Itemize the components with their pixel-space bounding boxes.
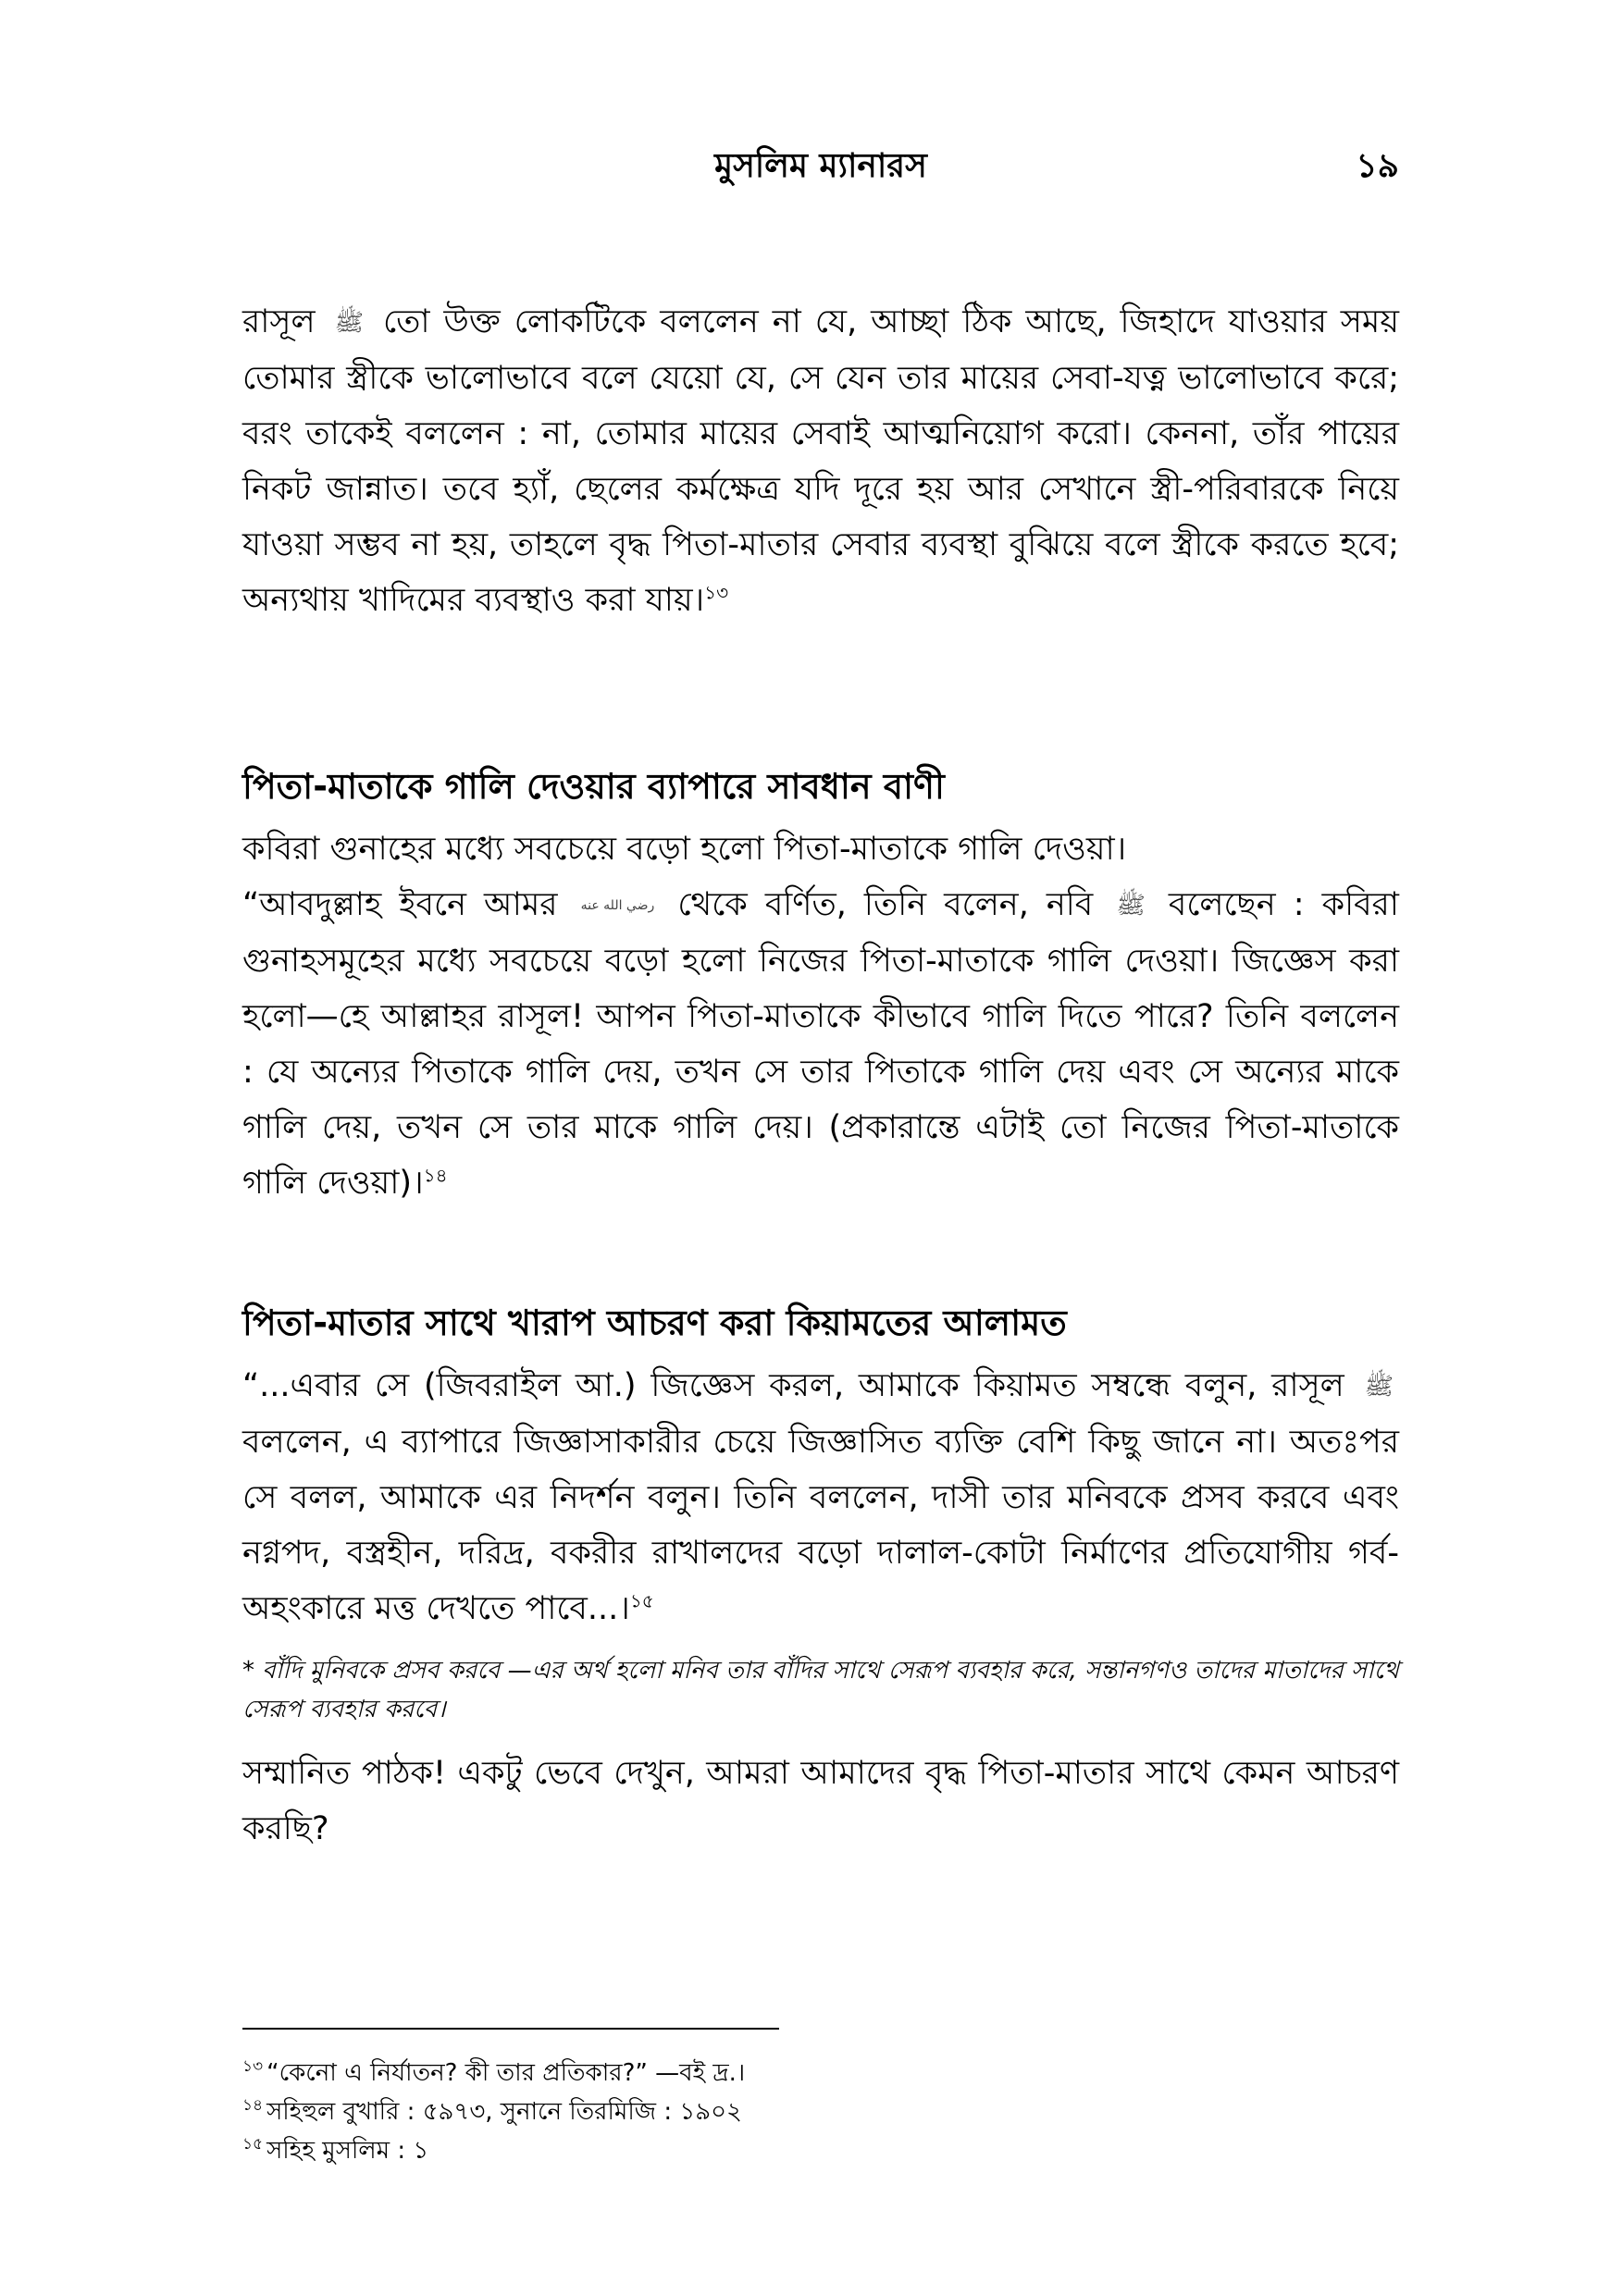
footnote-ref-15[interactable]: ১৫ bbox=[629, 1589, 654, 1612]
salawat-calligraphy-icon: ﷺ bbox=[1364, 1373, 1394, 1401]
paragraph-continuation bbox=[242, 294, 1399, 628]
running-title: মুসলিম ম্যানারস bbox=[714, 147, 927, 185]
footnotes bbox=[242, 2054, 1399, 2170]
paragraph-hadith bbox=[242, 1358, 1399, 1636]
footnote-ref-13[interactable]: ১৩ bbox=[704, 581, 729, 604]
footnote-text: সহিহ মুসলিম : ১ bbox=[266, 2137, 429, 2165]
section-signs-of-qiyamah bbox=[242, 1295, 1399, 1857]
paragraph-text: “আবদুল্লাহ ইবনে আমর bbox=[242, 886, 558, 923]
salawat-calligraphy-icon: ﷺ bbox=[334, 309, 364, 337]
footnote-number: ১৫ bbox=[242, 2135, 264, 2154]
paragraph-text: থেকে বর্ণিত, তিনি বলেন, নবি bbox=[677, 886, 1094, 923]
footnote-text: সহিহুল বুখারি : ৫৯৭৩, সুনানে তিরমিজি : ১৯০২ bbox=[266, 2098, 742, 2126]
paragraph-intro bbox=[242, 821, 1399, 877]
footnote-15 bbox=[242, 2131, 1399, 2170]
footnote-ref-14[interactable]: ১৪ bbox=[423, 1164, 448, 1187]
salawat-calligraphy-icon: ﷺ bbox=[1116, 892, 1146, 920]
paragraph-text: রাসূল bbox=[242, 303, 316, 340]
section-heading: পিতা-মাতার সাথে খারাপ আচরণ করা কিয়ামতের আলামত bbox=[242, 1302, 1067, 1343]
explanatory-note: * বাঁদি মুনিবকে প্রসব করবে —এর অর্থ হলো মনিব তার বাঁদির সাথে সেরূপ ব্যবহার করে, সন্তানগণও তাদের মাতাদের সাথে সেরূপ ব্যবহার করবে। bbox=[242, 1657, 1399, 1723]
section-heading: পিতা-মাতাকে গালি দেওয়ার ব্যাপারে সাবধান বাণী bbox=[242, 766, 945, 807]
radiallahu-anhu-calligraphy-icon: رضي الله عنه bbox=[580, 898, 655, 913]
footnote-number: ১৩ bbox=[242, 2057, 264, 2077]
section-warning-cursing-parents bbox=[242, 759, 1399, 1211]
footnote-13 bbox=[242, 2054, 1399, 2092]
section-continuation bbox=[242, 294, 1399, 628]
paragraph-text: তো উক্ত লোকটিকে বললেন না যে, আচ্ছা ঠিক আছে, জিহাদে যাওয়ার সময় তোমার স্ত্রীকে ভালোভাবে বলে যেয়ো যে, সে যেন তার মায়ের সেবা-যত্ন ভালোভাবে করে; বরং তাকেই বললেন : না, তোমার মায়ের সেবাই আত্মনিয়োগ করো। কেননা, তাঁর পায়ের নিকট জান্নাত। তবে হ্যাঁ, ছেলের কর্মক্ষেত্র যদি দূরে হয় আর সেখানে স্ত্রী-পরিবারকে নিয়ে যাওয়া সম্ভব না হয়, তাহলে বৃদ্ধ পিতা-মাতার সেবার ব্যবস্থা বুঝিয়ে বলে স্ত্রীকে করতে হবে; অন্যথায় খাদিমের ব্যবস্থাও করা যায়। bbox=[242, 303, 1399, 619]
footnote-text: “কেনো এ নির্যাতন? কী তার প্রতিকার?” —বই দ্র.। bbox=[266, 2059, 746, 2087]
footnote-14 bbox=[242, 2092, 1399, 2131]
paragraph-text: বললেন, এ ব্যাপারে জিজ্ঞাসাকারীর চেয়ে জিজ্ঞাসিত ব্যক্তি বেশি কিছু জানে না। অতঃপর সে বলল, আমাকে এর নিদর্শন বলুন। তিনি বললেন, দাসী তার মনিবকে প্রসব করবে এবং নগ্নপদ, বস্ত্রহীন, দরিদ্র, বকরীর রাখালদের বড়ো দালাল-কোটা নির্মাণের প্রতিযোগীয় গর্ব-অহংকারে মত্ত দেখতে পাবে...। bbox=[242, 1424, 1399, 1627]
footnote-divider bbox=[242, 2028, 779, 2030]
paragraph-text: বলেছেন : কবিরা গুনাহসমূহের মধ্যে সবচেয়ে বড়ো হলো নিজের পিতা-মাতাকে গালি দেওয়া। জিজ্ঞেস করা হলো—হে আল্লাহর রাসূল! আপন পিতা-মাতাকে কীভাবে গালি দিতে পারে? তিনি বললেন : যে অন্যের পিতাকে গালি দেয়, তখন সে তার পিতাকে গালি দেয় এবং সে অন্যের মাকে গালি দেয়, তখন সে তার মাকে গালি দেয়। (প্রকারান্তে এটাই তো নিজের পিতা-মাতাকে গালি দেওয়া)। bbox=[242, 886, 1399, 1202]
paragraph-text: “...এবার সে (জিবরাইল আ.) জিজ্ঞেস করল, আমাকে কিয়ামত সম্বন্ধে বলুন, রাসূল bbox=[242, 1367, 1344, 1404]
footnote-number: ১৪ bbox=[242, 2096, 264, 2116]
running-header bbox=[242, 139, 1399, 194]
paragraph-hadith bbox=[242, 877, 1399, 1211]
paragraph-closing: সম্মানিত পাঠক! একটু ভেবে দেখুন, আমরা আমাদের বৃদ্ধ পিতা-মাতার সাথে কেমন আচরণ করছি? bbox=[242, 1755, 1399, 1847]
page-number: ১৯ bbox=[1356, 147, 1399, 185]
paragraph-text: কবিরা গুনাহের মধ্যে সবচেয়ে বড়ো হলো পিতা-মাতাকে গালি দেওয়া। bbox=[242, 831, 1127, 868]
